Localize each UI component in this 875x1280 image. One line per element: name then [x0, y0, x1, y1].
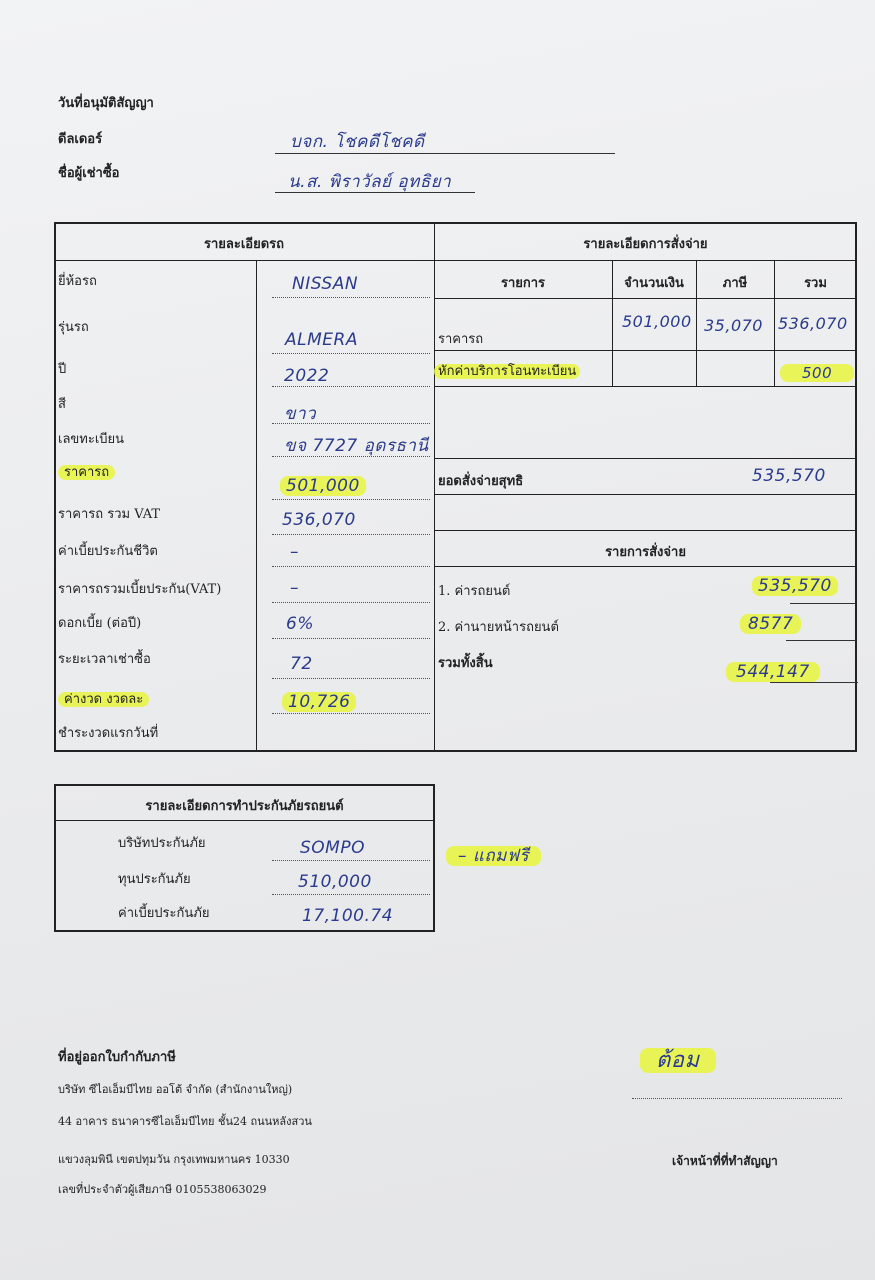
dotted-line: [272, 566, 430, 567]
car-model-label: รุ่นรถ: [58, 320, 89, 335]
dealer-value: บจก. โชคดีโชคดี: [290, 132, 425, 152]
sum-insured-label: ทุนประกันภัย: [118, 872, 191, 887]
payment-section-title: รายละเอียดการสั่งจ่าย: [583, 237, 708, 252]
lessee-underline: [275, 192, 475, 193]
tax-address-title: ที่อยู่ออกใบกำกับภาษี: [58, 1050, 176, 1065]
orders-title-bottom: [434, 566, 857, 567]
col-amount-header: จำนวนเงิน: [624, 276, 684, 291]
car-brand-label: ยี่ห้อรถ: [58, 274, 97, 289]
table-center-divider: [434, 222, 435, 752]
order-commission-label: 2. ค่านายหน้ารถยนต์: [438, 620, 559, 635]
order-car-underline: [790, 603, 856, 604]
signatory-label: เจ้าหน้าที่ที่ทำสัญญา: [672, 1154, 778, 1168]
insurance-note-text: – แถมฟรี: [446, 846, 541, 866]
insurer-label: บริษัทประกันภัย: [118, 836, 206, 851]
col-total-header: รวม: [804, 276, 827, 291]
price-with-premium-value: –: [290, 578, 299, 598]
order-car-value: [752, 576, 838, 596]
payment-row-divider: [434, 350, 857, 351]
dotted-line: [272, 386, 430, 387]
car-price-label-text: ราคารถ: [58, 465, 115, 480]
order-commission-underline: [786, 640, 856, 641]
installment-label-text: ค่างวด งวดละ: [58, 692, 149, 707]
col-tax-header: ภาษี: [722, 276, 748, 291]
dotted-line: [272, 297, 430, 298]
price-row-tax: 35,070: [704, 316, 763, 335]
car-brand-value: NISSAN: [292, 274, 359, 294]
insurance-header-divider: [54, 820, 435, 821]
transfer-fee-item: [434, 360, 580, 381]
term-value: 72: [290, 654, 313, 674]
transfer-fee-item-text: หักค่าบริการโอนทะเบียน: [434, 364, 580, 379]
lessee-value: น.ส. พิราวัลย์ อุทธิยา: [288, 172, 452, 192]
life-premium-label: ค่าเบี้ยประกันชีวิต: [58, 544, 158, 559]
table-header-divider: [54, 260, 857, 261]
interest-value: 6%: [286, 614, 314, 634]
insurer-value: SOMPO: [300, 838, 365, 858]
insurance-premium-label: ค่าเบี้ยประกันภัย: [118, 906, 210, 921]
dotted-line: [272, 894, 430, 895]
net-label: ยอดสั่งจ่ายสุทธิ: [438, 474, 524, 489]
address-line-1: 44 อาคาร ธนาคารซีไอเอ็มบีไทย ชั้น24 ถนนหลังสวน: [58, 1115, 312, 1128]
dotted-line: [272, 678, 430, 679]
address-line-2: แขวงลุมพินี เขตปทุมวัน กรุงเทพมหานคร 10330: [58, 1153, 290, 1166]
lessee-label: ชื่อผู้เช่าซื้อ: [58, 166, 120, 181]
car-section-title: รายละเอียดรถ: [203, 237, 284, 252]
col-item-header: รายการ: [500, 276, 546, 291]
price-vat-label: ราคารถ รวม VAT: [58, 507, 161, 522]
car-color-label: สี: [58, 397, 66, 412]
plate-value: ขจ 7727 อุดรธานี: [284, 436, 429, 456]
car-price-label: [58, 461, 115, 482]
life-premium-value: –: [290, 542, 299, 562]
dotted-line: [272, 602, 430, 603]
net-row-top: [434, 458, 857, 459]
transfer-fee-total-text: 500: [780, 364, 854, 382]
dotted-line: [272, 860, 430, 861]
dotted-line: [272, 638, 430, 639]
transfer-fee-total: [780, 364, 854, 382]
grand-total-value: [726, 662, 820, 682]
payment-col-header-divider: [434, 298, 857, 299]
orders-title: รายการสั่งจ่าย: [605, 545, 686, 560]
price-with-premium-label: ราคารถรวมเบี้ยประกัน(VAT): [58, 582, 222, 597]
tax-id: เลขที่ประจำตัวผู้เสียภาษี 0105538063029: [58, 1183, 267, 1196]
dotted-line: [272, 456, 430, 457]
car-year-label: ปี: [58, 362, 67, 377]
price-row-total: 536,070: [778, 314, 848, 333]
dotted-line: [272, 353, 430, 354]
dealer-underline: [275, 153, 615, 154]
signature-text: ต้อม: [640, 1048, 716, 1073]
price-row-amount: 501,000: [622, 312, 692, 331]
term-label: ระยะเวลาเช่าซื้อ: [58, 652, 151, 667]
approval-date-label: วันที่อนุมัติสัญญา: [58, 96, 154, 111]
dotted-line: [272, 423, 430, 424]
installment-value-text: 10,726: [282, 692, 356, 712]
payment-row-divider: [434, 386, 857, 387]
dotted-line: [272, 534, 430, 535]
order-commission-value-text: 8577: [740, 614, 801, 634]
car-price-value: [280, 476, 366, 496]
grand-total-underline: [770, 682, 858, 683]
order-car-label: 1. ค่ารถยนต์: [438, 584, 511, 599]
interest-label: ดอกเบี้ย (ต่อปี): [58, 616, 142, 631]
car-color-value: ขาว: [284, 404, 317, 424]
car-label-divider: [256, 260, 257, 752]
grand-total-value-text: 544,147: [726, 662, 820, 682]
insurance-premium-value: 17,100.74: [302, 906, 394, 926]
dealer-label: ดีลเดอร์: [58, 132, 103, 147]
insurance-title: รายละเอียดการทำประกันภัยรถยนต์: [145, 799, 344, 814]
net-value: 535,570: [752, 466, 826, 486]
price-row-item: ราคารถ: [438, 332, 484, 347]
grand-total-label: รวมทั้งสิ้น: [438, 656, 493, 671]
order-car-value-text: 535,570: [752, 576, 838, 596]
order-commission-value: [740, 614, 801, 634]
installment-value: [282, 692, 356, 712]
signature: [640, 1042, 716, 1077]
insurance-note: [446, 842, 541, 869]
plate-label: เลขทะเบียน: [58, 432, 125, 447]
signature-line: [632, 1098, 842, 1099]
first-payment-label: ชำระงวดแรกวันที่: [58, 726, 159, 741]
car-price-value-text: 501,000: [280, 476, 366, 496]
company-name: บริษัท ซีไอเอ็มบีไทย ออโต้ จำกัด (สำนักงานใหญ่): [58, 1083, 293, 1096]
dotted-line: [272, 713, 430, 714]
net-row-bottom: [434, 494, 857, 495]
car-model-value: ALMERA: [285, 330, 358, 350]
car-year-value: 2022: [284, 366, 330, 386]
price-vat-value: 536,070: [282, 510, 356, 530]
sum-insured-value: 510,000: [298, 872, 372, 892]
dotted-line: [272, 499, 430, 500]
installment-label: [58, 688, 149, 709]
orders-title-top: [434, 530, 857, 531]
